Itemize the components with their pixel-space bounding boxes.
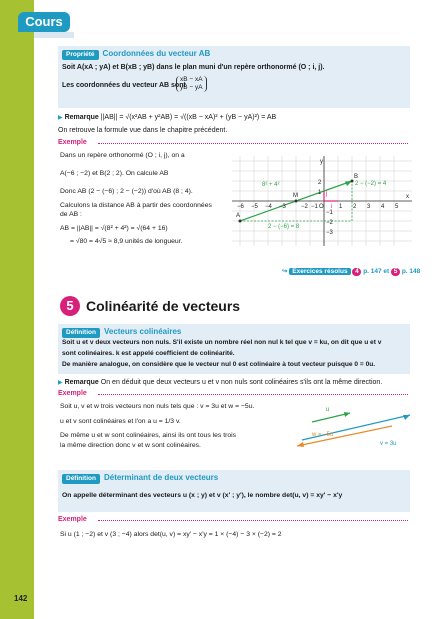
- xtick-8: 2: [353, 204, 357, 210]
- ytick-4: −2: [326, 220, 333, 226]
- coordinate-graph: [232, 156, 412, 246]
- exemple2-label: Exemple: [58, 390, 87, 397]
- exercices-ref[interactable]: [282, 268, 420, 276]
- label-i: i: [331, 204, 333, 210]
- remarque1: [58, 114, 410, 136]
- exercice-num-2: 5: [391, 268, 400, 276]
- propriete-vector: [176, 76, 207, 92]
- propriete-label: Propriété: [62, 50, 99, 60]
- propriete-line2: Les coordonnées du vecteur AB sont: [62, 82, 186, 89]
- def1-l3: De manière analogue, on considère que le vecteur nul 0 est colinéaire à tout vecteur puisque 0 = 0u.: [62, 361, 376, 368]
- xtick-2: −5: [251, 204, 258, 210]
- vector-u: [312, 413, 350, 422]
- fig-label-u: u: [326, 407, 330, 413]
- definition1-box: [58, 324, 410, 374]
- ex1-l2: A(−6 ; −2) et B(2 ; 2). On calcule AB: [60, 170, 169, 178]
- def1-l2: sont colinéaires. k est appelé coefficient de colinéarité.: [62, 350, 235, 357]
- xtick-3: −4: [265, 204, 272, 210]
- exemple2-header: [58, 390, 410, 399]
- header-underline: [34, 32, 74, 38]
- ex2-l2: u et v sont colinéaires et l'on a u = 1/3 v.: [60, 417, 181, 425]
- vec-bottom: yB − yA: [180, 84, 203, 92]
- xtick-11: 5: [395, 204, 399, 210]
- label-m: M: [293, 193, 298, 199]
- cours-tab: Cours: [18, 12, 70, 32]
- ex1-l3: Donc AB (2 − (−6) ; 2 − (−2)) d'où AB (8 ; 4).: [60, 188, 193, 196]
- page-number: 142: [14, 594, 28, 603]
- exemple2-text: [60, 402, 295, 450]
- exercice-page-1: p. 147 et: [363, 268, 390, 275]
- definition2-title: Déterminant de deux vecteurs: [103, 473, 219, 482]
- ytick-5: −3: [326, 230, 333, 236]
- exercice-num-1: 4: [352, 268, 361, 276]
- vec-top: xB − xA: [180, 76, 203, 83]
- label-a: A: [236, 213, 241, 219]
- ex1-l1: Dans un repère orthonormé (O ; i, j), on a: [60, 152, 185, 159]
- anno-bottom: 2 − (−6) = 8: [268, 224, 300, 230]
- arrow-icon: ▶: [58, 115, 63, 121]
- ytick-2: 1: [318, 190, 322, 196]
- fig-label-v: v = 3u: [380, 441, 397, 447]
- def1-l1: Soit u et v deux vecteurs non nuls. S'il existe un nombre réel non nul k tel que v = ku, on dit que u et v: [62, 339, 382, 346]
- xtick-5: −2: [301, 204, 308, 210]
- exemple3-header: [58, 516, 410, 525]
- exemple3-divider: [98, 520, 408, 521]
- xtick-10: 4: [381, 204, 385, 210]
- definition2-box: [58, 470, 410, 512]
- arrow-icon: ▶: [58, 380, 63, 386]
- remarque1-label: Remarque: [64, 114, 99, 121]
- exemple1-text: [60, 151, 235, 246]
- definition1-title: Vecteurs colinéaires: [103, 327, 182, 336]
- point-a: [239, 220, 242, 223]
- ex1-l5: de AB :: [60, 210, 82, 218]
- xtick-9: 3: [367, 204, 371, 210]
- xtick-4: −3: [279, 204, 286, 210]
- ex3-text: Si u (1 ; −2) et v (3 ; −4) alors det(u, v) = xy' − x'y = 1 × (−4) − 3 × (−2) = 2: [60, 531, 282, 538]
- label-b: B: [354, 174, 359, 180]
- ex2-l4: la même direction donc v et w sont colinéaires.: [60, 441, 201, 449]
- propriete-title: Coordonnées du vecteur AB: [102, 49, 211, 58]
- sidebar-band: [0, 0, 34, 619]
- exemple2-divider: [98, 394, 408, 395]
- remarque2-label: Remarque: [64, 379, 99, 386]
- remarque1-formula: ||AB|| = √(x²AB + y²AB) = √((xB − xA)² + (yB − yA)²) = AB: [100, 114, 277, 121]
- definition2-label: Définition: [62, 474, 100, 484]
- label-j: j: [326, 191, 328, 197]
- xtick-6: −1: [311, 204, 318, 210]
- exercices-tag[interactable]: Exercices résolus: [289, 268, 350, 275]
- point-m: [295, 200, 298, 203]
- section-title: Colinéarité de vecteurs: [86, 298, 241, 314]
- xtick-7: 1: [339, 204, 343, 210]
- ex1-l6: AB = ||AB|| = √(8² + 4²) = √(64 + 16): [60, 224, 168, 232]
- fig-label-w: w = −5u: [312, 432, 334, 438]
- ex1-l7: = √80 = 4√5 ≈ 8,9 unités de longueur.: [70, 238, 183, 246]
- ex2-l1: Soit u, v et w trois vecteurs non nuls tels que : v = 3u et w = −5u.: [60, 403, 255, 410]
- xtick-1: −6: [237, 204, 244, 210]
- remarque1-line2: On retrouve la formule vue dans le chapitre précédent.: [58, 126, 228, 134]
- definition1-label: Définition: [62, 328, 100, 338]
- def2-text: On appelle déterminant des vecteurs u (x ; y) et v (x' ; y'), le nombre det(u, v) = xy' − x'y: [62, 492, 343, 499]
- remarque2-text: On en déduit que deux vecteurs u et v non nuls sont colinéaires s'ils ont la même direction.: [100, 379, 383, 386]
- section-number: 5: [60, 296, 80, 316]
- arrow-right-icon: ↪: [282, 268, 288, 275]
- propriete-box: [58, 46, 410, 108]
- propriete-line1: Soit A(xA ; yA) et B(xB ; yB) dans le plan muni d'un repère orthonormé (O ; i, j).: [62, 64, 325, 71]
- exemple1-divider: [98, 143, 408, 144]
- exercice-page-2: p. 148: [401, 268, 421, 275]
- colinear-figure: [292, 402, 412, 447]
- exemple1-label: Exemple: [58, 139, 87, 146]
- vector-v-arrowhead: [403, 415, 410, 420]
- label-x: x: [406, 194, 409, 200]
- ytick-3: −1: [326, 210, 333, 216]
- ex2-l3: De même u et w sont colinéaires, ainsi ils ont tous les trois: [60, 432, 237, 440]
- anno-right: 2 − (−2) = 4: [355, 181, 387, 187]
- anno-top: 8² + 4²: [262, 182, 280, 188]
- ytick-1: 2: [318, 180, 322, 186]
- exemple1-header: [58, 139, 410, 148]
- label-o: O: [319, 204, 324, 210]
- label-y: y: [320, 159, 323, 165]
- remarque2: [58, 379, 410, 388]
- ex1-l4: Calculons la distance AB à partir des coordonnées: [60, 201, 212, 209]
- exemple3-label: Exemple: [58, 516, 87, 523]
